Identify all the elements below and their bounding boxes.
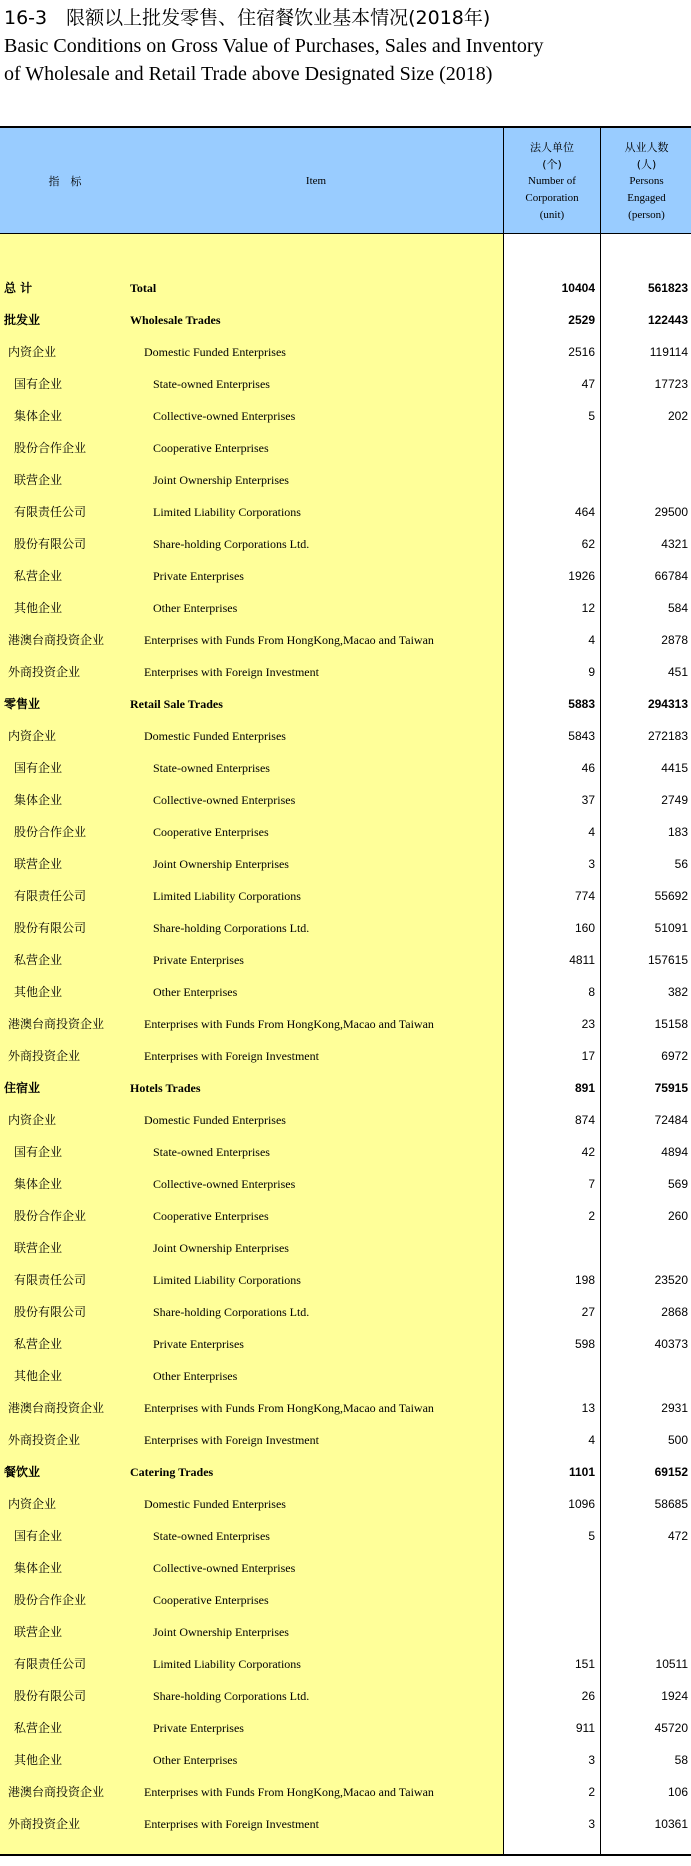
- row-label-en: Other Enterprises: [153, 1753, 238, 1767]
- header-corp-en2: Corporation: [525, 191, 579, 204]
- row-label-cn: 有限责任公司: [14, 505, 87, 519]
- row-label-cn: 外商投资企业: [8, 1049, 81, 1063]
- row-corporations: 4811: [569, 953, 595, 967]
- row-corporations: 3: [588, 1817, 595, 1831]
- row-label-cn: 股份有限公司: [14, 1305, 87, 1319]
- table-row: [0, 880, 691, 912]
- row-corporations: 3: [588, 1753, 595, 1767]
- row-corporations: 27: [581, 1305, 595, 1319]
- row-label-cn: 餐饮业: [4, 1465, 41, 1479]
- row-corporations: 17: [581, 1049, 595, 1063]
- row-label-en: Private Enterprises: [153, 953, 244, 967]
- row-persons: 260: [667, 1209, 688, 1223]
- row-label-cn: 外商投资企业: [8, 665, 81, 679]
- table-row: [0, 1616, 691, 1648]
- row-persons: 66784: [654, 569, 688, 583]
- table-row: [0, 1808, 691, 1840]
- table-row: [0, 400, 691, 432]
- row-corporations: 4: [588, 825, 595, 839]
- table-row: [0, 304, 691, 336]
- row-label-cn: 联营企业: [14, 1625, 63, 1639]
- row-persons: 157615: [647, 953, 688, 967]
- row-persons: 183: [667, 825, 688, 839]
- row-corporations: 46: [581, 761, 595, 775]
- header-persons-en2: Engaged: [627, 191, 666, 204]
- table-row: [0, 1296, 691, 1328]
- row-persons: 45720: [654, 1721, 688, 1735]
- header-persons-en1: Persons: [629, 174, 664, 187]
- table-row: [0, 1360, 691, 1392]
- table-row: [0, 1072, 691, 1104]
- row-label-en: Share-holding Corporations Ltd.: [153, 921, 310, 935]
- row-persons: 472: [667, 1529, 688, 1543]
- row-persons: 202: [667, 409, 688, 423]
- row-label-en: Collective-owned Enterprises: [153, 1561, 296, 1575]
- row-label-en: Cooperative Enterprises: [153, 1593, 269, 1607]
- row-label-en: Total: [130, 281, 157, 295]
- header-persons-en3: (person): [628, 208, 665, 221]
- row-label-cn: 总 计: [4, 281, 33, 295]
- row-label-cn: 其他企业: [14, 985, 63, 999]
- row-corporations: 62: [581, 537, 595, 551]
- row-label-cn: 股份合作企业: [14, 441, 87, 455]
- row-corporations: 198: [574, 1273, 595, 1287]
- row-label-en: Share-holding Corporations Ltd.: [153, 1689, 310, 1703]
- row-label-en: Cooperative Enterprises: [153, 441, 269, 455]
- row-persons: 56: [674, 857, 688, 871]
- row-corporations: 1101: [568, 1465, 595, 1479]
- row-label-en: Collective-owned Enterprises: [153, 409, 296, 423]
- row-persons: 6972: [661, 1049, 688, 1063]
- row-label-en: Enterprises with Funds From HongKong,Macao and Taiwan: [144, 1017, 434, 1031]
- table-row: [0, 1712, 691, 1744]
- row-label-en: State-owned Enterprises: [153, 1529, 270, 1543]
- row-label-en: Enterprises with Funds From HongKong,Macao and Taiwan: [144, 1785, 434, 1799]
- row-label-en: Wholesale Trades: [130, 313, 221, 327]
- row-persons: 51091: [654, 921, 688, 935]
- data-table: [0, 126, 691, 1866]
- row-label-en: Enterprises with Foreign Investment: [144, 1817, 319, 1831]
- row-label-cn: 其他企业: [14, 1753, 63, 1767]
- row-corporations: 151: [574, 1657, 595, 1671]
- row-label-cn: 私营企业: [14, 1337, 63, 1351]
- table-row: [0, 848, 691, 880]
- row-corporations: 42: [581, 1145, 595, 1159]
- row-persons: 2878: [661, 633, 688, 647]
- row-label-cn: 集体企业: [14, 409, 63, 423]
- row-corporations: 891: [574, 1081, 595, 1095]
- row-label-cn: 批发业: [4, 313, 41, 327]
- table-row: [0, 688, 691, 720]
- row-persons: 58: [674, 1753, 688, 1767]
- row-corporations: 7: [588, 1177, 595, 1191]
- row-label-en: Enterprises with Foreign Investment: [144, 1433, 319, 1447]
- row-label-en: Domestic Funded Enterprises: [144, 1497, 286, 1511]
- row-label-en: Collective-owned Enterprises: [153, 793, 296, 807]
- row-corporations: 2529: [568, 313, 595, 327]
- row-corporations: 464: [574, 505, 595, 519]
- row-persons: 122443: [647, 313, 688, 327]
- row-label-cn: 股份有限公司: [14, 537, 87, 551]
- row-persons: 106: [667, 1785, 688, 1799]
- page-title-en-line2: of Wholesale and Retail Trade above Designated Size (2018): [4, 63, 493, 85]
- row-persons: 119114: [649, 345, 688, 359]
- row-label-en: Other Enterprises: [153, 985, 238, 999]
- row-label-en: Joint Ownership Enterprises: [153, 473, 289, 487]
- row-label-cn: 联营企业: [14, 1241, 63, 1255]
- row-persons: 561823: [647, 281, 688, 295]
- row-label-cn: 联营企业: [14, 473, 63, 487]
- table-row: [0, 752, 691, 784]
- header-persons-unit-cn: (人): [636, 157, 657, 171]
- page-title-en-line1: Basic Conditions on Gross Value of Purchases, Sales and Inventory: [4, 35, 544, 57]
- row-corporations: 23: [581, 1017, 595, 1031]
- page-title-cn: 16-3 限额以上批发零售、住宿餐饮业基本情况(2018年): [4, 7, 491, 29]
- row-corporations: 47: [581, 377, 595, 391]
- row-label-cn: 股份合作企业: [14, 825, 87, 839]
- row-label-en: Private Enterprises: [153, 569, 244, 583]
- table-row: [0, 432, 691, 464]
- row-label-cn: 零售业: [4, 697, 41, 711]
- row-corporations: 12: [581, 601, 595, 615]
- row-label-cn: 私营企业: [14, 1721, 63, 1735]
- table-row: [0, 368, 691, 400]
- row-corporations: 13: [581, 1401, 595, 1415]
- row-label-cn: 私营企业: [14, 569, 63, 583]
- table-row: [0, 1328, 691, 1360]
- row-label-cn: 有限责任公司: [14, 889, 87, 903]
- table-row: [0, 496, 691, 528]
- row-label-cn: 国有企业: [14, 1529, 63, 1543]
- row-label-cn: 住宿业: [4, 1081, 41, 1095]
- table-row: [0, 1040, 691, 1072]
- table-row: [0, 592, 691, 624]
- row-persons: 569: [667, 1177, 688, 1191]
- row-label-cn: 国有企业: [14, 377, 63, 391]
- header-item: [130, 128, 502, 234]
- row-persons: 1924: [661, 1689, 688, 1703]
- table-row: [0, 784, 691, 816]
- row-corporations: 774: [574, 889, 595, 903]
- table-row: [0, 944, 691, 976]
- row-persons: 15158: [654, 1017, 688, 1031]
- table-row: [0, 1520, 691, 1552]
- table-row: [0, 1584, 691, 1616]
- table-row: [0, 1168, 691, 1200]
- row-corporations: 2: [588, 1785, 595, 1799]
- table-row: [0, 1680, 691, 1712]
- row-label-en: Cooperative Enterprises: [153, 1209, 269, 1223]
- row-corporations: 598: [574, 1337, 595, 1351]
- row-label-cn: 股份有限公司: [14, 921, 87, 935]
- row-label-en: Joint Ownership Enterprises: [153, 1625, 289, 1639]
- table-row: [0, 1232, 691, 1264]
- row-label-en: Share-holding Corporations Ltd.: [153, 1305, 310, 1319]
- row-label-en: Domestic Funded Enterprises: [144, 345, 286, 359]
- header-corp-en1: Number of: [528, 174, 576, 187]
- row-persons: 2931: [661, 1401, 688, 1415]
- row-persons: 294313: [647, 697, 688, 711]
- row-label-en: Enterprises with Funds From HongKong,Macao and Taiwan: [144, 633, 434, 647]
- row-label-en: Limited Liability Corporations: [153, 505, 301, 519]
- row-corporations: 5883: [568, 697, 595, 711]
- table-row: [0, 720, 691, 752]
- header-item-label: Item: [305, 174, 327, 187]
- row-label-en: Joint Ownership Enterprises: [153, 1241, 289, 1255]
- row-label-en: Limited Liability Corporations: [153, 889, 301, 903]
- table-row: [0, 1488, 691, 1520]
- row-label-en: Enterprises with Funds From HongKong,Macao and Taiwan: [144, 1401, 434, 1415]
- row-label-en: State-owned Enterprises: [153, 377, 270, 391]
- row-persons: 584: [667, 601, 688, 615]
- header-corp-unit-cn: (个): [542, 157, 562, 171]
- row-persons: 23520: [654, 1273, 688, 1287]
- table-row: [0, 816, 691, 848]
- row-label-cn: 有限责任公司: [14, 1273, 87, 1287]
- table-row: [0, 272, 691, 304]
- row-persons: 10511: [655, 1657, 688, 1671]
- row-label-cn: 国有企业: [14, 761, 63, 775]
- row-label-en: Limited Liability Corporations: [153, 1273, 301, 1287]
- row-label-en: State-owned Enterprises: [153, 1145, 270, 1159]
- row-label-en: Enterprises with Foreign Investment: [144, 665, 319, 679]
- row-persons: 4894: [661, 1145, 688, 1159]
- table-bottom-rule: [0, 1854, 691, 1856]
- header-persons: [600, 128, 691, 234]
- table-row: [0, 336, 691, 368]
- row-label-cn: 港澳台商投资企业: [8, 633, 105, 647]
- table-row: [0, 1008, 691, 1040]
- row-label-cn: 联营企业: [14, 857, 63, 871]
- row-label-en: Other Enterprises: [153, 1369, 238, 1383]
- row-corporations: 9: [588, 665, 595, 679]
- header-corp-en3: (unit): [539, 208, 565, 221]
- row-persons: 75915: [654, 1081, 688, 1095]
- table-row: [0, 1200, 691, 1232]
- row-persons: 500: [667, 1433, 688, 1447]
- row-label-en: Catering Trades: [130, 1465, 214, 1479]
- row-persons: 10361: [654, 1817, 688, 1831]
- table-row: [0, 624, 691, 656]
- row-corporations: 3: [588, 857, 595, 871]
- table-row: [0, 1136, 691, 1168]
- row-label-en: Share-holding Corporations Ltd.: [153, 537, 310, 551]
- row-label-cn: 集体企业: [14, 1561, 63, 1575]
- row-label-en: State-owned Enterprises: [153, 761, 270, 775]
- table-row: [0, 1776, 691, 1808]
- header-indicator: [0, 128, 130, 234]
- row-label-cn: 内资企业: [8, 345, 57, 359]
- table-body: [0, 234, 691, 1856]
- row-label-en: Private Enterprises: [153, 1337, 244, 1351]
- table-row: [0, 1104, 691, 1136]
- row-corporations: 160: [574, 921, 595, 935]
- row-label-en: Domestic Funded Enterprises: [144, 1113, 286, 1127]
- row-persons: 58685: [654, 1497, 688, 1511]
- row-label-cn: 外商投资企业: [8, 1817, 81, 1831]
- row-persons: 2868: [661, 1305, 688, 1319]
- table-row: [0, 976, 691, 1008]
- row-label-cn: 集体企业: [14, 793, 63, 807]
- table-row: [0, 464, 691, 496]
- table-row: [0, 1456, 691, 1488]
- row-label-en: Domestic Funded Enterprises: [144, 729, 286, 743]
- row-persons: 272183: [647, 729, 688, 743]
- row-label-cn: 国有企业: [14, 1145, 63, 1159]
- row-label-cn: 港澳台商投资企业: [8, 1017, 105, 1031]
- row-corporations: 874: [574, 1113, 595, 1127]
- row-label-cn: 内资企业: [8, 1113, 57, 1127]
- row-persons: 382: [667, 985, 688, 999]
- row-label-cn: 外商投资企业: [8, 1433, 81, 1447]
- row-label-cn: 港澳台商投资企业: [8, 1785, 105, 1799]
- row-label-en: Retail Sale Trades: [130, 697, 223, 711]
- row-label-cn: 私营企业: [14, 953, 63, 967]
- row-label-en: Enterprises with Foreign Investment: [144, 1049, 319, 1063]
- table-row: [0, 1648, 691, 1680]
- header-corporations: [503, 128, 600, 234]
- row-label-cn: 股份合作企业: [14, 1209, 87, 1223]
- row-corporations: 2516: [568, 345, 595, 359]
- row-persons: 72484: [654, 1113, 688, 1127]
- table-row: [0, 656, 691, 688]
- row-corporations: 5: [588, 1529, 595, 1543]
- row-persons: 40373: [654, 1337, 688, 1351]
- row-corporations: 911: [575, 1721, 595, 1735]
- row-corporations: 5843: [568, 729, 595, 743]
- row-label-en: Joint Ownership Enterprises: [153, 857, 289, 871]
- table-header: [0, 126, 691, 234]
- row-label-cn: 有限责任公司: [14, 1657, 87, 1671]
- row-persons: 4321: [661, 537, 688, 551]
- table-row: [0, 1264, 691, 1296]
- row-persons: 17723: [654, 377, 688, 391]
- header-persons-cn: 从业人数: [624, 140, 669, 154]
- row-label-cn: 其他企业: [14, 1369, 63, 1383]
- row-persons: 451: [667, 665, 688, 679]
- row-label-en: Other Enterprises: [153, 601, 238, 615]
- table-row: [0, 1424, 691, 1456]
- row-corporations: 26: [581, 1689, 595, 1703]
- header-indicator-label: 指 标: [48, 174, 82, 188]
- row-corporations: 10404: [561, 281, 595, 295]
- row-corporations: 37: [581, 793, 595, 807]
- header-corp-cn: 法人单位: [529, 140, 574, 154]
- row-persons: 4415: [661, 761, 688, 775]
- row-label-en: Hotels Trades: [130, 1081, 201, 1095]
- row-corporations: 4: [588, 633, 595, 647]
- row-corporations: 2: [588, 1209, 595, 1223]
- row-label-en: Private Enterprises: [153, 1721, 244, 1735]
- row-label-cn: 股份有限公司: [14, 1689, 87, 1703]
- table-row: [0, 560, 691, 592]
- row-label-en: Collective-owned Enterprises: [153, 1177, 296, 1191]
- row-label-cn: 集体企业: [14, 1177, 63, 1191]
- table-row: [0, 1744, 691, 1776]
- row-label-cn: 股份合作企业: [14, 1593, 87, 1607]
- row-persons: 29500: [654, 505, 688, 519]
- table-row: [0, 528, 691, 560]
- table-row: [0, 1552, 691, 1584]
- table-row: [0, 1392, 691, 1424]
- row-label-en: Cooperative Enterprises: [153, 825, 269, 839]
- table-row: [0, 912, 691, 944]
- row-label-en: Limited Liability Corporations: [153, 1657, 301, 1671]
- row-persons: 69152: [654, 1465, 688, 1479]
- row-label-cn: 内资企业: [8, 729, 57, 743]
- row-corporations: 4: [588, 1433, 595, 1447]
- row-label-cn: 港澳台商投资企业: [8, 1401, 105, 1415]
- row-corporations: 1096: [568, 1497, 595, 1511]
- row-persons: 55692: [654, 889, 688, 903]
- title-block: [4, 6, 684, 88]
- row-corporations: 8: [588, 985, 595, 999]
- row-persons: 2749: [661, 793, 688, 807]
- row-label-cn: 内资企业: [8, 1497, 57, 1511]
- row-label-cn: 其他企业: [14, 601, 63, 615]
- row-corporations: 1926: [568, 569, 595, 583]
- row-corporations: 5: [588, 409, 595, 423]
- table-rows: [0, 272, 691, 1840]
